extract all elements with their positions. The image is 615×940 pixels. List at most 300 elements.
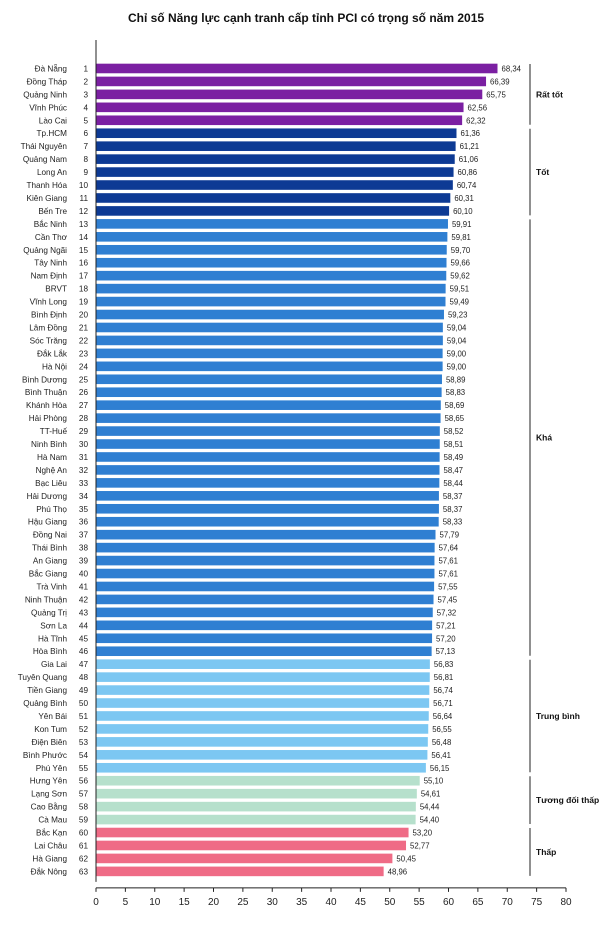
province-label: Vĩnh Phúc	[29, 103, 67, 113]
bar-row	[35, 232, 471, 242]
province-label: Tiền Giang	[27, 686, 67, 696]
rank-label: 11	[79, 193, 88, 203]
value-label: 48,96	[387, 867, 408, 877]
value-label: 57,55	[438, 582, 458, 592]
bar	[96, 504, 439, 514]
rank-label: 40	[78, 569, 88, 579]
bar	[96, 323, 443, 333]
bar	[96, 478, 439, 488]
bar	[96, 400, 441, 410]
value-label: 54,61	[420, 789, 441, 799]
x-tick-label: 5	[122, 896, 129, 908]
x-tick-label: 30	[266, 896, 278, 908]
province-label: Nghệ An	[35, 465, 67, 475]
bar-row	[31, 310, 467, 320]
bar-row	[40, 426, 464, 436]
value-label: 57,13	[435, 647, 456, 657]
value-label: 65,75	[486, 90, 506, 100]
bar	[96, 232, 447, 242]
bar-row	[37, 128, 480, 138]
rank-label: 21	[78, 323, 88, 333]
province-label: Hậu Giang	[27, 517, 67, 527]
province-label: Bình Dương	[22, 375, 67, 385]
province-label: Phú Thọ	[36, 504, 67, 514]
group-label: Tương đối thấp	[536, 795, 600, 806]
rank-label: 34	[78, 491, 88, 501]
rank-label: 57	[78, 789, 88, 799]
province-label: Yên Bái	[38, 711, 67, 721]
rank-label: 32	[78, 465, 88, 475]
bar-row	[25, 387, 465, 397]
x-tick-label: 60	[442, 896, 455, 908]
province-label: Phú Yên	[35, 763, 67, 773]
province-label: Bình Thuận	[24, 388, 67, 398]
bar-row	[33, 530, 459, 540]
bar-row	[34, 841, 429, 851]
bar	[96, 452, 440, 462]
province-label: Điện Biên	[31, 737, 67, 747]
province-label: TT-Huế	[39, 427, 67, 437]
rank-label: 22	[78, 336, 88, 346]
province-label: Kiên Giang	[26, 193, 67, 203]
value-label: 59,81	[451, 232, 471, 242]
rank-label: 59	[78, 815, 88, 825]
bar-row	[38, 206, 473, 216]
bar	[96, 439, 440, 449]
group-bracket	[530, 219, 552, 655]
rank-label: 47	[78, 660, 88, 670]
bar	[96, 646, 432, 656]
bar	[96, 362, 443, 372]
value-label: 58,52	[443, 427, 464, 437]
value-label: 60,31	[454, 193, 474, 203]
province-label: Quảng Bình	[23, 699, 67, 709]
value-label: 59,00	[446, 362, 467, 372]
bar	[96, 685, 429, 695]
province-label: Khánh Hòa	[26, 401, 67, 411]
bar-row	[37, 582, 459, 592]
province-label: Gia Lai	[41, 660, 67, 670]
bar	[96, 413, 441, 423]
bar-row	[23, 154, 478, 164]
province-label: Nam Định	[30, 271, 67, 281]
province-label: Kon Tum	[34, 724, 67, 734]
value-label: 60,86	[457, 168, 478, 178]
bar-row	[30, 776, 444, 786]
bar	[96, 530, 436, 540]
value-label: 58,49	[443, 452, 464, 462]
province-label: Thanh Hóa	[26, 181, 67, 191]
rank-label: 18	[78, 284, 88, 294]
value-label: 56,48	[431, 737, 452, 747]
bar-row	[29, 413, 465, 423]
x-tick-label: 25	[237, 896, 249, 908]
bar-row	[23, 245, 471, 255]
rank-label: 37	[78, 530, 88, 540]
bar-row	[31, 789, 440, 799]
bar	[96, 582, 434, 592]
bar-row	[36, 465, 463, 475]
chart-title: Chỉ số Năng lực cạnh tranh cấp tỉnh PCI có trọng số năm 2015	[127, 11, 485, 25]
value-label: 58,37	[442, 504, 463, 514]
bar-row	[26, 193, 473, 203]
bar	[96, 128, 456, 138]
value-label: 59,91	[451, 219, 472, 229]
bar	[96, 336, 443, 346]
bar-row	[38, 633, 456, 643]
bar	[96, 776, 420, 786]
rank-label: 54	[78, 750, 88, 760]
rank-label: 7	[83, 142, 88, 152]
rank-label: 36	[78, 517, 88, 527]
province-label: Quảng Trị	[31, 608, 67, 618]
rank-label: 61	[78, 841, 88, 851]
bar	[96, 206, 449, 216]
bar	[96, 374, 442, 384]
bar-row	[42, 362, 467, 372]
bar	[96, 103, 464, 113]
province-label: Ninh Bình	[31, 440, 67, 450]
value-label: 53,20	[412, 828, 433, 838]
rank-label: 17	[78, 271, 88, 281]
bar	[96, 349, 443, 359]
province-label: Bắc Giang	[28, 569, 67, 579]
bar	[96, 608, 433, 618]
bar-row	[23, 750, 451, 760]
bar-row	[45, 284, 469, 294]
bar	[96, 750, 427, 760]
rank-label: 43	[78, 608, 88, 618]
value-label: 58,33	[442, 517, 463, 527]
bar-row	[25, 595, 458, 605]
bar	[96, 180, 453, 190]
value-label: 62,32	[466, 116, 486, 126]
bar-row	[18, 672, 454, 682]
x-tick-label: 45	[354, 896, 366, 908]
value-label: 68,34	[501, 64, 522, 74]
bar-row	[31, 802, 440, 812]
province-label: Bắc Ninh	[33, 219, 67, 229]
bar	[96, 621, 432, 631]
province-label: Hưng Yên	[29, 776, 67, 786]
value-label: 58,69	[444, 401, 465, 411]
bar	[96, 141, 456, 151]
province-label: Tuyên Quang	[17, 673, 67, 683]
rank-label: 15	[78, 245, 88, 255]
value-label: 58,83	[445, 388, 466, 398]
value-label: 58,89	[445, 375, 466, 385]
rank-label: 12	[78, 206, 88, 216]
bar-row	[27, 491, 463, 501]
x-tick-label: 70	[501, 896, 513, 908]
value-label: 60,74	[456, 181, 477, 191]
bar	[96, 543, 435, 553]
x-tick-label: 0	[93, 896, 99, 908]
bar	[96, 841, 406, 851]
bar	[96, 711, 429, 721]
bar	[96, 867, 384, 877]
rank-label: 31	[78, 452, 88, 462]
rank-label: 62	[78, 854, 88, 864]
value-label: 59,04	[446, 323, 467, 333]
bar-row	[30, 336, 467, 346]
rank-label: 39	[78, 556, 88, 566]
value-label: 57,32	[436, 608, 457, 618]
rank-label: 56	[78, 776, 88, 786]
province-label: Tp.HCM	[36, 129, 67, 139]
province-label: Hải Dương	[26, 491, 67, 501]
group-bracket	[530, 776, 599, 824]
rank-label: 55	[78, 763, 88, 773]
rank-label: 45	[78, 634, 88, 644]
rank-label: 28	[78, 414, 88, 424]
bar-row	[34, 258, 470, 268]
value-label: 58,47	[443, 465, 464, 475]
value-label: 61,36	[460, 129, 481, 139]
province-label: Cà Mau	[38, 815, 67, 825]
bar-row	[35, 63, 522, 73]
province-label: Bắc Kạn	[36, 828, 67, 838]
value-label: 57,79	[439, 530, 460, 540]
rank-label: 50	[78, 699, 88, 709]
bar-row	[27, 77, 510, 87]
province-label: Thái Bình	[31, 543, 67, 553]
rank-label: 4	[83, 103, 88, 113]
value-label: 56,83	[433, 660, 454, 670]
bar	[96, 387, 442, 397]
bar-row	[39, 115, 486, 125]
bar	[96, 271, 446, 281]
bar	[96, 245, 447, 255]
group-bracket	[530, 660, 580, 773]
bar	[96, 672, 430, 682]
rank-label: 46	[78, 647, 88, 657]
value-label: 59,51	[449, 284, 470, 294]
province-label: Hà Tĩnh	[38, 634, 67, 644]
value-label: 59,70	[450, 245, 471, 255]
bar	[96, 219, 448, 229]
rank-label: 25	[78, 375, 88, 385]
value-label: 60,10	[453, 206, 473, 216]
bar-row	[29, 103, 487, 113]
province-label: Trà Vinh	[36, 582, 67, 592]
rank-label: 33	[78, 478, 88, 488]
province-label: Bình Định	[31, 310, 67, 320]
value-label: 57,61	[438, 569, 458, 579]
province-label: Lâm Đồng	[29, 323, 67, 333]
province-label: Cao Bằng	[30, 802, 67, 812]
bar	[96, 763, 426, 773]
value-label: 62,56	[467, 103, 488, 113]
bar-row	[40, 621, 455, 631]
value-label: 56,71	[433, 699, 453, 709]
bars-layer	[18, 63, 522, 876]
bar-row	[38, 815, 439, 825]
province-label: Tây Ninh	[34, 258, 67, 268]
x-tick-label: 50	[384, 896, 396, 908]
rank-label: 24	[78, 362, 88, 372]
bar	[96, 569, 434, 579]
value-label: 50,45	[396, 854, 416, 864]
value-label: 57,20	[436, 634, 456, 644]
group-bracket	[530, 64, 563, 125]
value-label: 59,04	[446, 336, 467, 346]
bar-row	[34, 724, 452, 734]
bar	[96, 77, 486, 87]
province-label: Cần Thơ	[34, 232, 67, 242]
rank-label: 27	[78, 401, 88, 411]
province-label: Hà Nội	[41, 362, 67, 372]
bar	[96, 310, 444, 320]
bar-row	[29, 569, 458, 579]
bar	[96, 556, 434, 566]
bar-row	[32, 854, 416, 864]
bar	[96, 193, 450, 203]
bar	[96, 815, 416, 825]
rank-label: 53	[78, 737, 88, 747]
rank-label: 14	[78, 232, 88, 242]
bar-row	[23, 698, 452, 708]
bar	[96, 258, 447, 268]
bar-row	[37, 167, 477, 177]
bar	[96, 828, 409, 838]
rank-label: 63	[78, 867, 88, 877]
x-tick-label: 65	[472, 896, 484, 908]
province-label: Đắk Nông	[30, 867, 67, 877]
bar	[96, 789, 417, 799]
bar-row	[34, 219, 472, 229]
rank-label: 51	[78, 711, 88, 721]
rank-label: 35	[78, 504, 88, 514]
bar	[96, 595, 434, 605]
rank-label: 8	[83, 155, 88, 165]
rank-label: 49	[78, 686, 88, 696]
value-label: 57,21	[436, 621, 456, 631]
rank-label: 48	[78, 673, 88, 683]
rank-label: 30	[78, 440, 88, 450]
province-label: Đồng Tháp	[26, 77, 67, 87]
rank-label: 58	[78, 802, 88, 812]
province-label: Hải Phòng	[28, 414, 67, 424]
value-label: 61,06	[458, 155, 479, 165]
x-tick-label: 75	[531, 896, 543, 908]
bar	[96, 297, 446, 307]
x-tick-label: 10	[149, 896, 161, 908]
group-brackets	[530, 64, 599, 876]
bar-row	[38, 711, 453, 721]
rank-label: 5	[83, 116, 88, 126]
province-label: Quảng Ninh	[23, 90, 67, 100]
value-label: 56,74	[433, 686, 453, 696]
value-label: 57,45	[437, 595, 458, 605]
rank-label: 10	[78, 181, 88, 191]
value-label: 59,23	[447, 310, 468, 320]
x-tick-label: 35	[296, 896, 308, 908]
bar-row	[31, 608, 456, 618]
x-tick-label: 40	[325, 896, 337, 908]
bar	[96, 167, 454, 177]
group-label: Rất tốt	[536, 89, 563, 100]
rank-label: 52	[78, 724, 88, 734]
group-label: Khá	[536, 432, 553, 443]
rank-label: 41	[78, 582, 88, 592]
rank-label: 60	[78, 828, 88, 838]
bar	[96, 517, 439, 527]
province-label: Bến Tre	[38, 206, 67, 216]
bar-row	[26, 400, 464, 410]
bar-row	[27, 685, 453, 695]
bar	[96, 737, 428, 747]
bar-row	[31, 737, 451, 747]
rank-label: 44	[78, 621, 88, 631]
bar-row	[33, 556, 458, 566]
province-label: Ninh Thuận	[24, 595, 67, 605]
bar	[96, 659, 430, 669]
value-label: 55,10	[423, 776, 444, 786]
value-label: 57,64	[438, 543, 459, 553]
value-label: 59,66	[450, 258, 471, 268]
bar-row	[36, 763, 450, 773]
province-label: Bình Phước	[22, 750, 67, 760]
bar	[96, 854, 392, 864]
bar-row	[28, 517, 462, 527]
province-label: Bạc Liêu	[35, 478, 67, 488]
value-label: 56,55	[432, 724, 452, 734]
group-label: Trung bình	[536, 710, 580, 721]
value-label: 61,21	[459, 142, 480, 152]
value-label: 66,39	[490, 77, 510, 87]
bar	[96, 802, 416, 812]
bar	[96, 115, 462, 125]
bar-row	[37, 348, 467, 358]
x-tick-label: 15	[178, 896, 190, 908]
value-label: 54,44	[419, 802, 440, 812]
value-label: 56,64	[432, 711, 453, 721]
province-label: Quảng Nam	[22, 155, 67, 165]
province-label: Sóc Trăng	[29, 336, 67, 346]
province-label: Hà Giang	[32, 854, 67, 864]
value-label: 57,61	[438, 556, 458, 566]
province-label: An Giang	[32, 556, 67, 566]
province-label: Lai Châu	[34, 841, 67, 851]
rank-label: 9	[83, 168, 88, 178]
province-label: Đà Nẵng	[34, 64, 67, 74]
rank-label: 19	[78, 297, 88, 307]
value-label: 52,77	[410, 841, 430, 851]
rank-label: 38	[78, 543, 88, 553]
group-bracket	[530, 129, 549, 216]
province-label: BRVT	[45, 284, 67, 294]
province-label: Đắk Lắk	[36, 349, 67, 359]
rank-label: 13	[78, 219, 88, 229]
value-label: 56,41	[431, 750, 451, 760]
bar-row	[21, 141, 480, 151]
bar	[96, 154, 455, 164]
province-label: Hòa Bình	[32, 647, 67, 657]
rank-label: 26	[78, 388, 88, 398]
bar	[96, 90, 482, 100]
rank-label: 23	[78, 349, 88, 359]
value-label: 59,62	[450, 271, 470, 281]
group-label: Tốt	[536, 167, 550, 178]
bar-row	[41, 659, 453, 669]
bar-row	[35, 478, 463, 488]
province-label: Quảng Ngãi	[23, 245, 67, 255]
group-label: Thấp	[536, 846, 557, 857]
x-tick-label: 80	[560, 896, 572, 908]
province-label: Đồng Nai	[32, 530, 67, 540]
rank-label: 2	[83, 77, 88, 87]
